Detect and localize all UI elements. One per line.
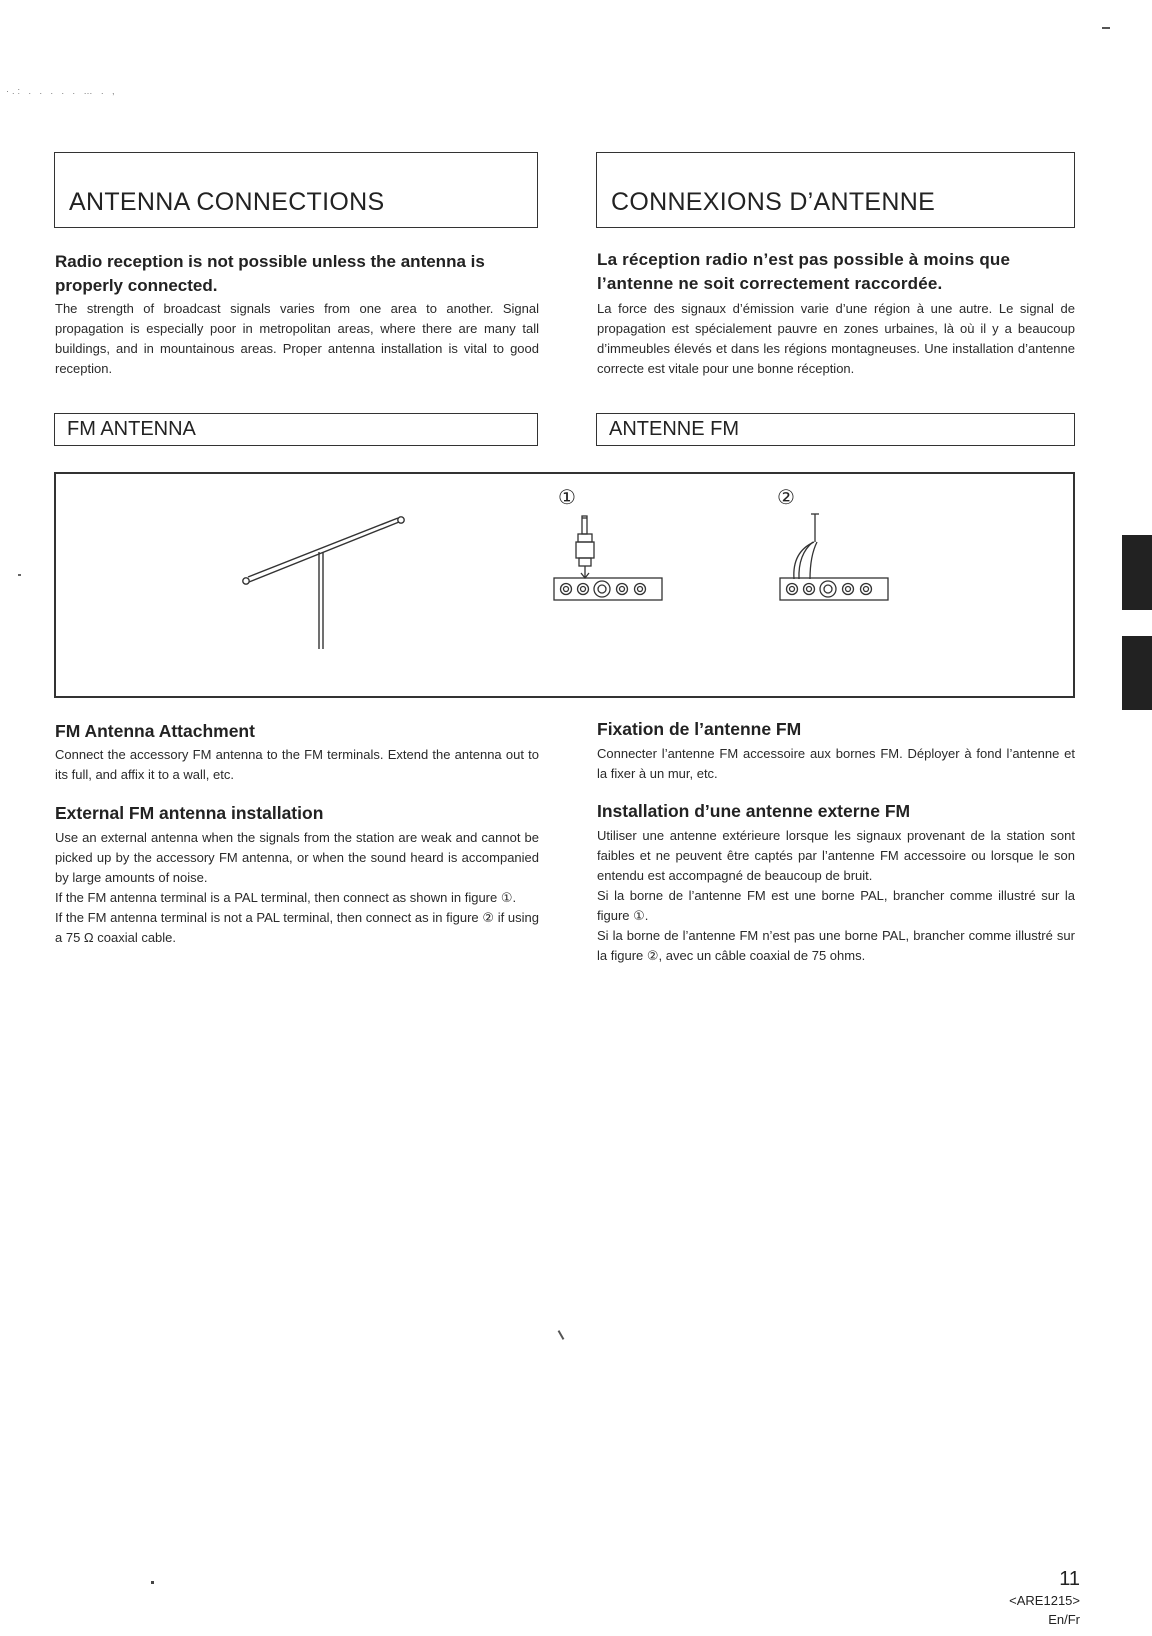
page-number: 11: [1059, 1568, 1080, 1590]
en-page-title: ANTENNA CONNECTIONS: [69, 188, 385, 216]
language-code: En/Fr: [1048, 1612, 1080, 1627]
en-section-title: FM ANTENNA: [67, 418, 196, 440]
side-index-tab-upper: [1122, 535, 1152, 610]
fr-title-box: [596, 152, 1075, 228]
fr-external-title: Installation d’une antenne externe FM: [597, 801, 911, 821]
en-section-box: [54, 413, 538, 446]
fr-intro-text: La force des signaux d’émission varie d’une région à une autre. Le signal de propagation est spécialement pauvre en zones urbaines, là où il y a beaucoup d’immeubles élevés et dans les régions montagneuses. Une installation d’antenne correcte est vitale pour une bonne réception.: [597, 301, 1075, 376]
en-external-title: External FM antenna installation: [55, 803, 324, 823]
coaxial-connector-diagram: [780, 514, 888, 600]
en-external-p3: If the FM antenna terminal is not a PAL terminal, then connect as in figure ② if using a 75 Ω coaxial cable.: [55, 910, 539, 945]
scan-mark: [558, 1330, 565, 1340]
side-index-tab-lower: [1122, 636, 1152, 710]
en-attach-title: FM Antenna Attachment: [55, 721, 255, 741]
fr-section-box: [596, 413, 1075, 446]
header-scribble: ·.: . . . . . … . ,: [6, 86, 118, 96]
fr-attach-title: Fixation de l’antenne FM: [597, 719, 802, 739]
fr-external-text: [597, 826, 1075, 966]
en-title-box: [54, 152, 538, 228]
en-intro-text: The strength of broadcast signals varies from one area to another. Signal propagation is especially poor in metropolitan areas, where there are many tall buildings, and in mountainous areas. Proper antenna installation is vital to good reception.: [55, 301, 539, 376]
figure-label-2: ②: [777, 487, 795, 509]
fr-attach-text: Connecter l’antenne FM accessoire aux bornes FM. Déployer à fond l’antenne et la fixer à un mur, etc.: [597, 746, 1075, 781]
fr-page-title: CONNEXIONS D’ANTENNE: [611, 188, 936, 216]
en-attach-text: Connect the accessory FM antenna to the FM terminals. Extend the antenna out to its full, and affix it to a wall, etc.: [55, 747, 539, 782]
en-external-text: [55, 828, 539, 948]
footer: [960, 1568, 1080, 1627]
en-lead-text: Radio reception is not possible unless the antenna is properly connected.: [55, 252, 485, 295]
scan-mark: [151, 1581, 154, 1584]
fr-external-p2: Si la borne de l’antenne FM est une borne PAL, brancher comme illustré sur la figure ①.: [597, 888, 1075, 923]
antenna-figure: [54, 472, 1075, 698]
figure-label-1: ①: [558, 487, 576, 509]
en-external-p1: Use an external antenna when the signals from the station are weak and cannot be picked up by the accessory FM antenna, or when the sound heard is accompanied by large amounts of noise.: [55, 830, 539, 885]
fr-external-p3: Si la borne de l’antenne FM n’est pas une borne PAL, brancher comme illustré sur la figure ②, avec un câble coaxial de 75 ohms.: [597, 928, 1075, 963]
corner-mark: [1102, 27, 1110, 29]
t-antenna-icon: [243, 517, 404, 649]
fr-section-title: ANTENNE FM: [609, 418, 739, 440]
scan-mark: [18, 574, 21, 576]
pal-connector-diagram: [554, 516, 662, 600]
document-code: <ARE1215>: [1009, 1593, 1080, 1608]
fr-external-p1: Utiliser une antenne extérieure lorsque les signaux provenant de la station sont faibles et ne peuvent être captés par l’antenne FM accessoire ou lorsque le son entendu est accompagné de beaucoup de bruit.: [597, 828, 1075, 883]
fr-lead-text: La réception radio n’est pas possible à moins que l’antenne ne soit correctement raccordée.: [597, 250, 1011, 293]
en-external-p2: If the FM antenna terminal is a PAL terminal, then connect as shown in figure ①.: [55, 890, 517, 905]
